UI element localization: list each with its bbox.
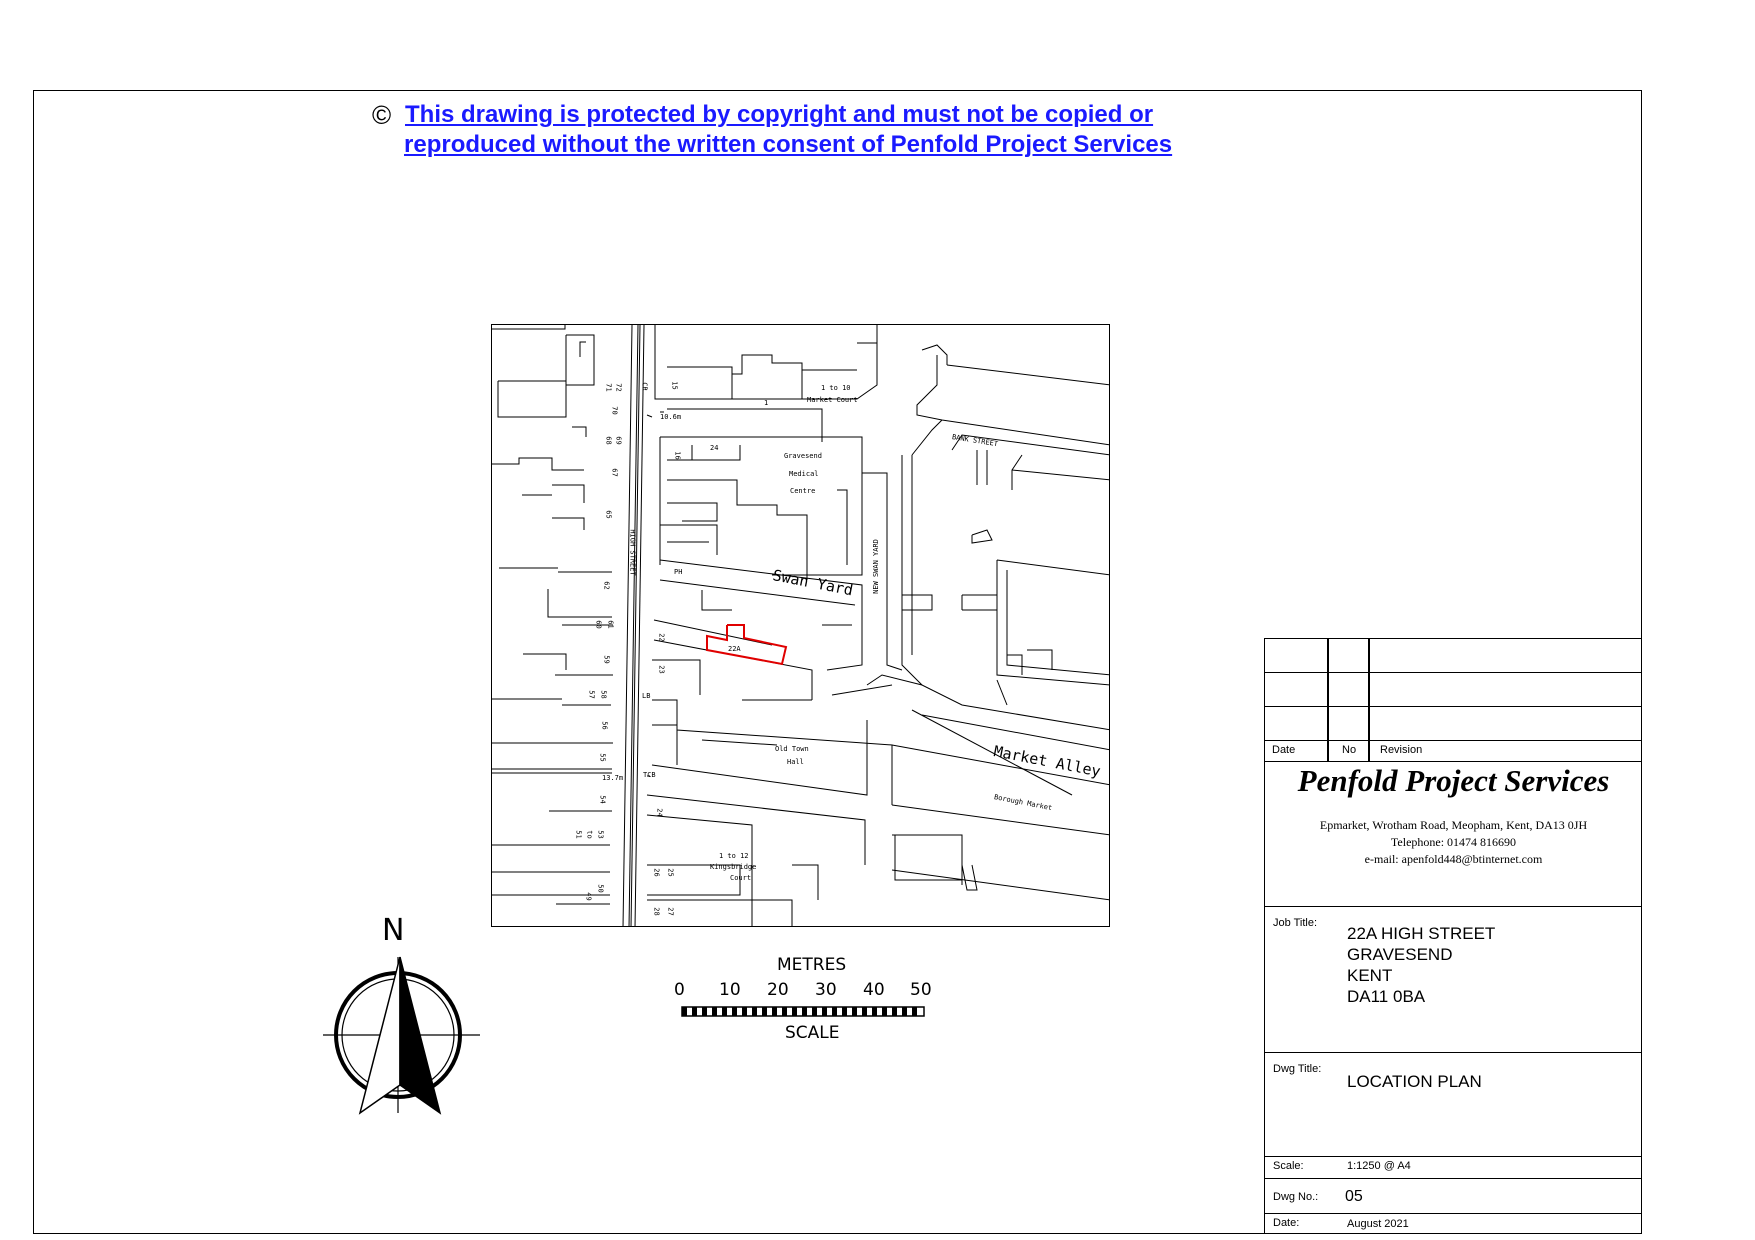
scale-tick-0: 0 xyxy=(674,980,685,1000)
label-24a: 24 xyxy=(710,444,719,452)
revision-row-1 xyxy=(1265,638,1642,672)
scale-label: Scale: xyxy=(1273,1160,1304,1172)
scale-tick-40: 40 xyxy=(863,980,885,1000)
label-54: 54 xyxy=(598,795,607,804)
label-lb: LB xyxy=(642,692,651,700)
revision-header-row xyxy=(1265,740,1642,761)
dwg-title-label: Dwg Title: xyxy=(1273,1063,1322,1075)
location-map xyxy=(491,324,1110,927)
label-borough-market: Borough Market xyxy=(993,793,1053,813)
copyright-line-1: This drawing is protected by copyright and must not be copied or xyxy=(405,101,1154,128)
revision-header-date: Date xyxy=(1272,744,1296,756)
date-row xyxy=(1265,1213,1642,1234)
scale-caption: SCALE xyxy=(785,1023,840,1043)
label-16: 16 xyxy=(673,451,682,460)
label-1: 1 xyxy=(764,399,769,407)
scale-row xyxy=(1265,1156,1642,1178)
north-letter: N xyxy=(382,913,405,948)
label-market-court: Market Court xyxy=(807,396,858,404)
label-51: 51 xyxy=(574,830,583,839)
label-56: 56 xyxy=(600,721,609,730)
label-new-swan-yard: NEW SWAN YARD xyxy=(871,539,880,594)
label-15: 15 xyxy=(670,381,679,390)
job-title-line-1: 22A HIGH STREET xyxy=(1347,924,1496,943)
company-name: Penfold Project Services xyxy=(1297,763,1610,798)
label-tcb: TCB xyxy=(643,771,656,779)
label-gravesend: Gravesend xyxy=(784,452,822,460)
label-court: Court xyxy=(730,874,752,882)
label-medical: Medical xyxy=(789,470,819,478)
label-cr: CR xyxy=(640,382,649,391)
scale-bar-graphic xyxy=(681,1004,931,1020)
scale-bar xyxy=(674,955,950,1045)
job-title-label: Job Title: xyxy=(1273,917,1318,929)
label-23: 23 xyxy=(657,665,666,674)
label-market-alley: Market Alley xyxy=(992,742,1103,781)
dwg-title-block xyxy=(1265,1052,1642,1156)
title-block xyxy=(1264,638,1642,1234)
dwg-no-value: 05 xyxy=(1345,1188,1363,1205)
label-22: 22 xyxy=(657,633,666,642)
north-arrow xyxy=(315,913,485,1123)
label-61: 61 xyxy=(606,620,615,629)
copyright-notice xyxy=(372,100,1172,160)
label-28: 28 xyxy=(652,907,661,916)
job-title-line-4: DA11 0BA xyxy=(1347,987,1426,1006)
copyright-line-2: reproduced without the written consent of Penfold Project Services xyxy=(404,131,1173,158)
label-site-22a: 22A xyxy=(728,645,741,653)
label-13-7m: 13.7m xyxy=(602,774,624,782)
job-title-line-2: GRAVESEND xyxy=(1347,945,1453,964)
company-address: Epmarket, Wrotham Road, Meopham, Kent, DA13 0JH xyxy=(1319,818,1588,832)
date-label: Date: xyxy=(1273,1217,1300,1229)
label-10-6m: 10.6m xyxy=(660,413,682,421)
label-kingsbridge: Kingsbridge xyxy=(710,863,757,871)
label-26: 26 xyxy=(652,868,661,877)
revision-row-3 xyxy=(1265,706,1642,740)
scale-title: METRES xyxy=(777,955,847,975)
label-hall: Hall xyxy=(787,758,804,766)
date-value: August 2021 xyxy=(1347,1218,1409,1230)
job-title-line-3: KENT xyxy=(1347,966,1393,985)
revision-header-no: No xyxy=(1342,744,1357,756)
label-1-to-10: 1 to 10 xyxy=(821,384,851,392)
dwg-no-label: Dwg No.: xyxy=(1273,1191,1319,1203)
label-72: 72 xyxy=(614,383,623,392)
revision-row-2 xyxy=(1265,672,1642,706)
label-55: 55 xyxy=(598,753,607,762)
label-bank-street: BANK STREET xyxy=(951,433,999,449)
scale-value: 1:1250 @ A4 xyxy=(1347,1160,1411,1172)
dwg-title-value: LOCATION PLAN xyxy=(1347,1072,1482,1091)
label-high-street: HIGH STREET xyxy=(628,529,637,576)
label-67: 67 xyxy=(610,468,619,477)
label-59: 59 xyxy=(602,655,611,664)
label-1-to-12: 1 to 12 xyxy=(719,852,749,860)
revision-header-revision: Revision xyxy=(1380,744,1423,756)
label-70: 70 xyxy=(610,406,619,415)
label-53: 53 xyxy=(596,830,605,839)
label-25: 25 xyxy=(666,868,675,877)
copyright-symbol: © xyxy=(372,100,392,130)
label-49: 49 xyxy=(584,892,593,901)
label-71: 71 xyxy=(604,383,613,392)
label-68: 68 xyxy=(604,436,613,445)
revision-divider-2 xyxy=(1368,638,1370,761)
label-69: 69 xyxy=(614,436,623,445)
label-old-town: Old Town xyxy=(775,745,809,753)
company-telephone: Telephone: 01474 816690 xyxy=(1390,835,1517,849)
dwg-no-row xyxy=(1265,1178,1642,1213)
label-50: 50 xyxy=(596,884,605,893)
label-62: 62 xyxy=(602,581,611,590)
label-57: 57 xyxy=(587,690,596,699)
company-email: e-mail: apenfold448@btinternet.com xyxy=(1364,852,1543,866)
scale-tick-30: 30 xyxy=(815,980,837,1000)
scale-tick-20: 20 xyxy=(767,980,789,1000)
label-centre: Centre xyxy=(790,487,816,495)
label-24: 24 xyxy=(655,808,664,817)
scale-tick-10: 10 xyxy=(719,980,741,1000)
label-27: 27 xyxy=(666,907,675,916)
label-ph: PH xyxy=(674,568,683,576)
label-58: 58 xyxy=(599,690,608,699)
job-title-block xyxy=(1265,906,1642,1052)
scale-tick-50: 50 xyxy=(910,980,932,1000)
label-swan-yard: Swan Yard xyxy=(771,566,855,600)
revision-divider-1 xyxy=(1327,638,1329,761)
label-60: 60 xyxy=(594,620,603,629)
label-65: 65 xyxy=(604,510,613,519)
label-to: to xyxy=(585,830,594,839)
